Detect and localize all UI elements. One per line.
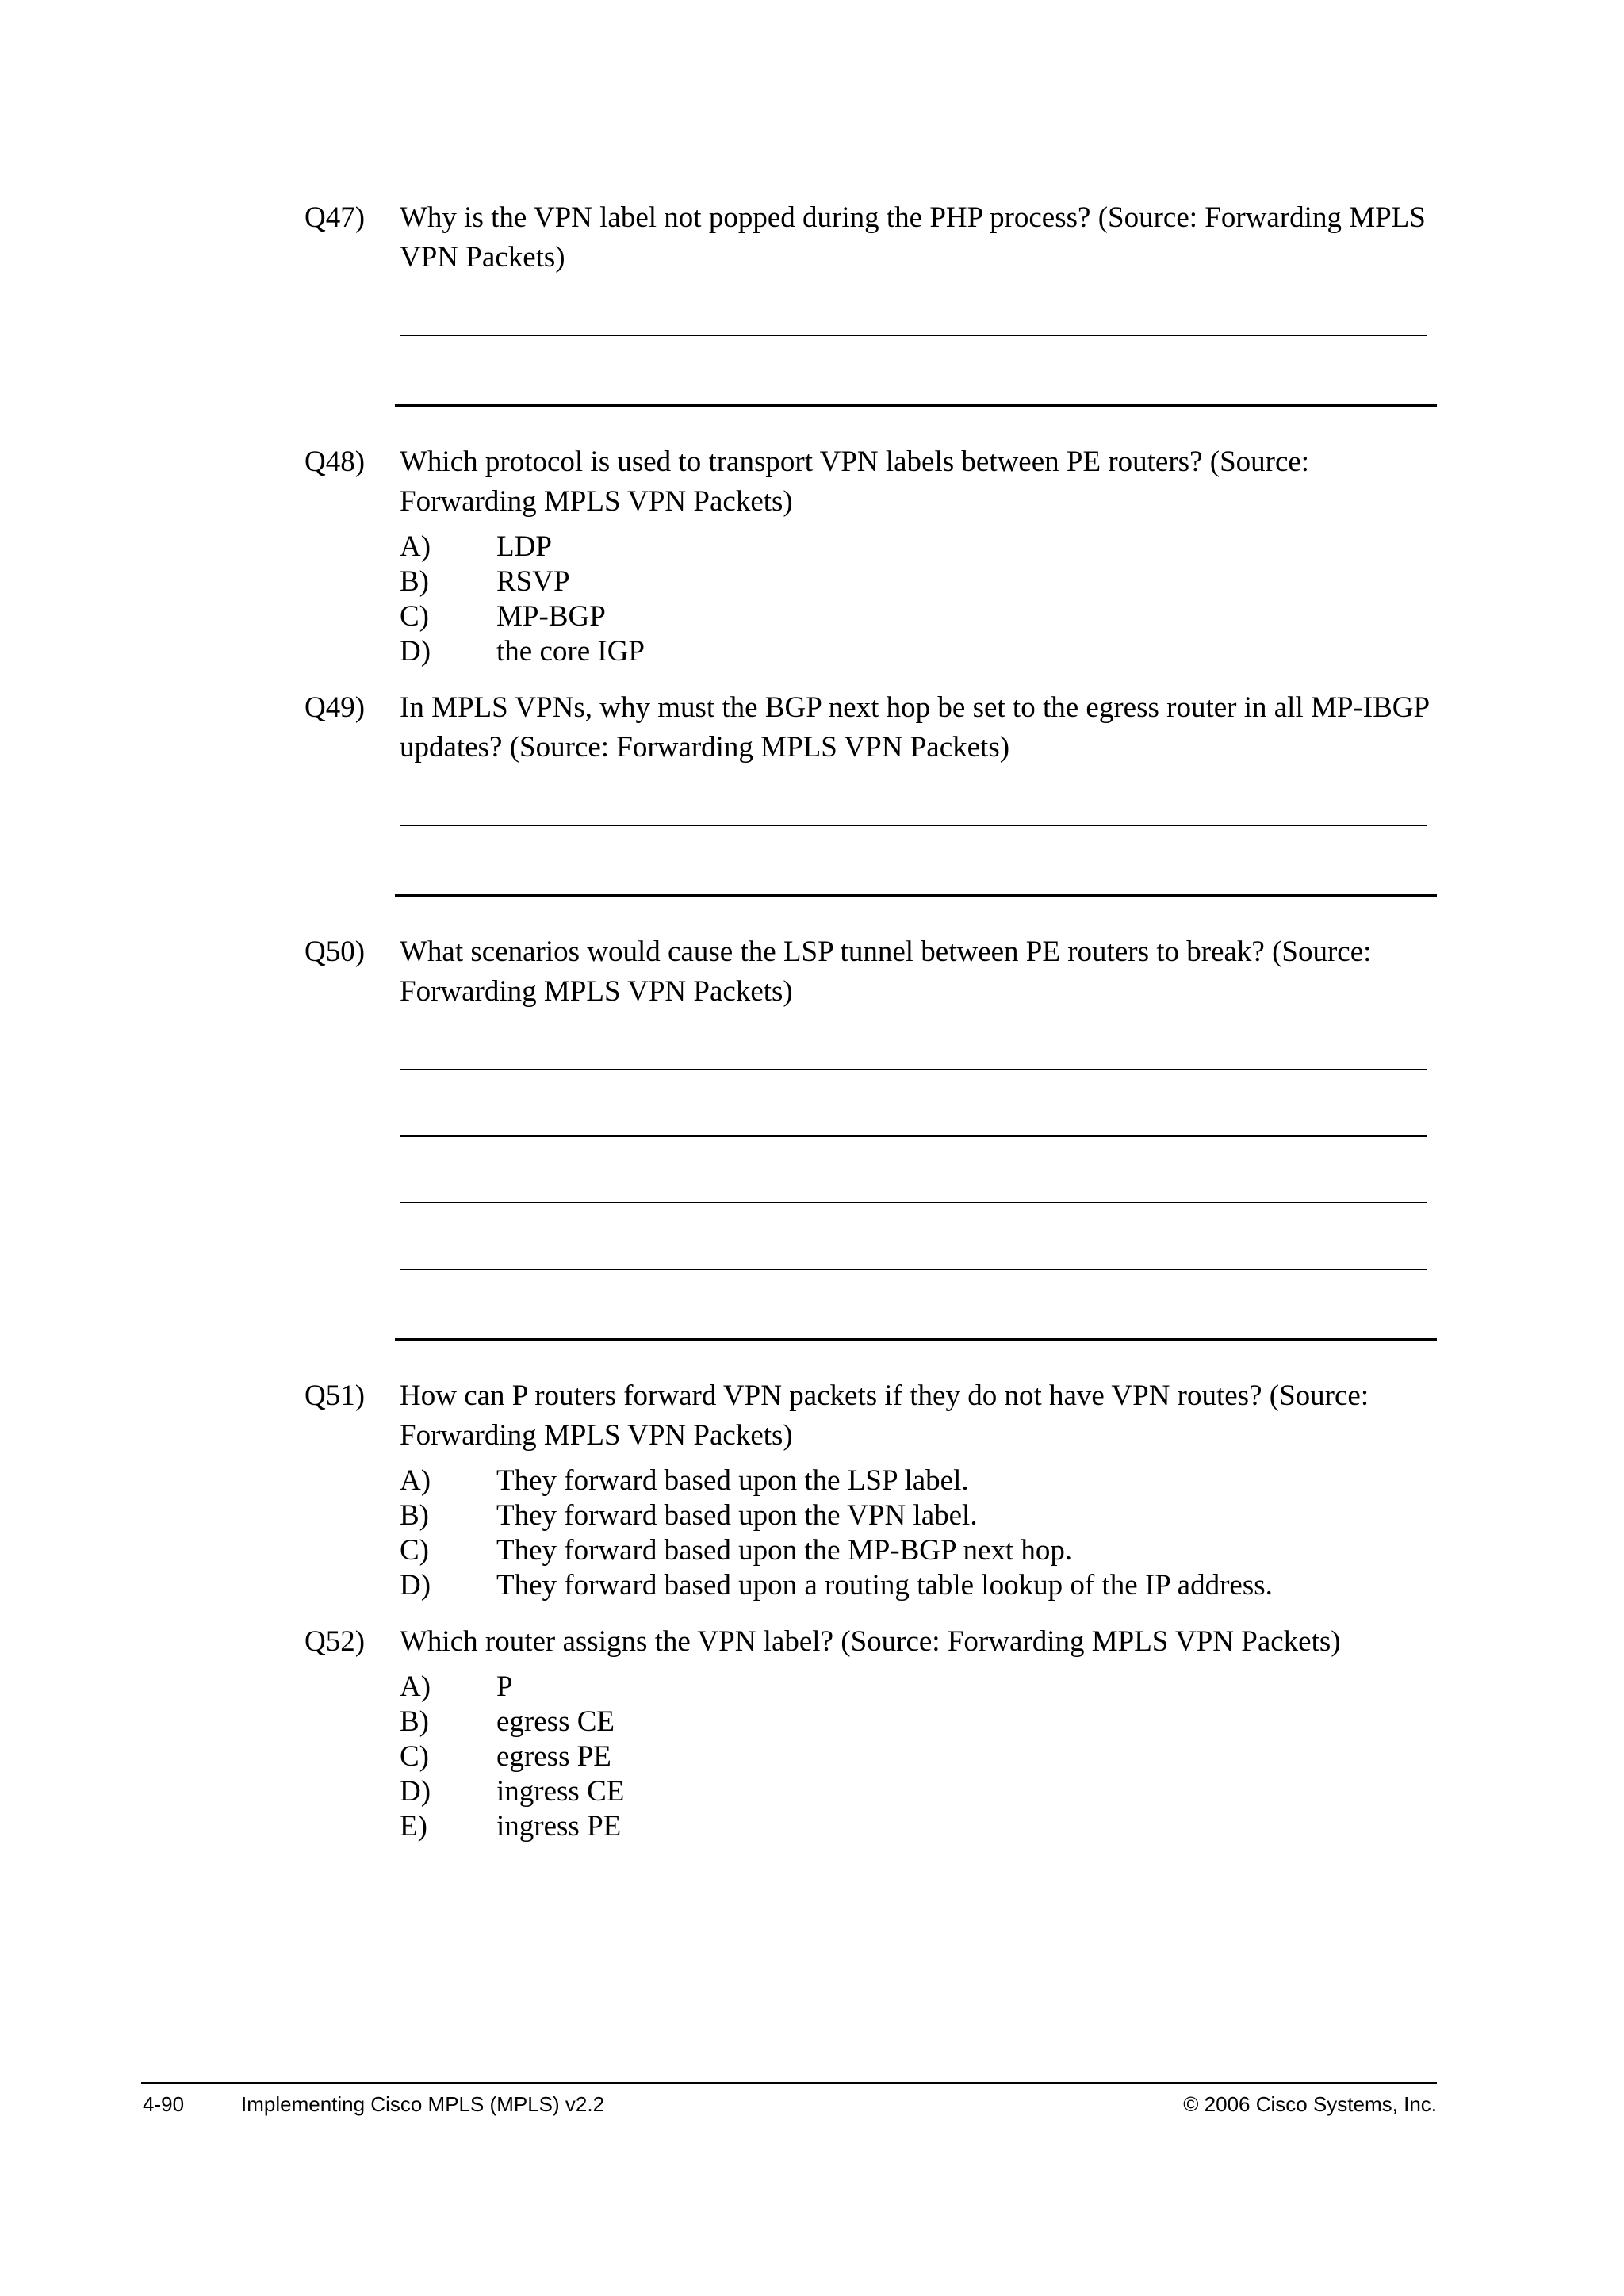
option-text: RSVP	[496, 565, 570, 598]
option-text: egress CE	[496, 1705, 615, 1738]
question-text: How can P routers forward VPN packets if they do not have VPN routes? (Source: Forwarding MPLS VPN Packets)	[400, 1380, 1369, 1452]
option-letter: B)	[400, 1705, 429, 1738]
option-letter: D)	[400, 1775, 431, 1808]
option-letter: A)	[400, 1464, 431, 1497]
question-text: Which router assigns the VPN label? (Source: Forwarding MPLS VPN Packets)	[400, 1625, 1341, 1658]
option-letter: C)	[400, 600, 429, 633]
answer-line-end[interactable]	[395, 404, 1437, 407]
option-text: They forward based upon a routing table lookup of the IP address.	[496, 1569, 1273, 1601]
footer-rule	[141, 2082, 1437, 2084]
option-text: They forward based upon the VPN label.	[496, 1499, 978, 1532]
option-text: P	[496, 1670, 513, 1703]
option-text: LDP	[496, 530, 552, 563]
answer-line[interactable]	[400, 1135, 1427, 1137]
footer-copyright: © 2006 Cisco Systems, Inc.	[1183, 2092, 1437, 2116]
option-text: MP-BGP	[496, 600, 606, 633]
option-letter: C)	[400, 1534, 429, 1567]
question-text: What scenarios would cause the LSP tunnel between PE routers to break? (Source: Forwarding MPLS VPN Packets)	[400, 936, 1372, 1008]
option-letter: D)	[400, 635, 431, 668]
option-text: the core IGP	[496, 635, 645, 668]
option-letter: C)	[400, 1740, 429, 1773]
option-letter: B)	[400, 565, 429, 598]
question-text: Which protocol is used to transport VPN labels between PE routers? (Source: Forwarding MPLS VPN Packets)	[400, 446, 1310, 518]
answer-line-end[interactable]	[395, 1338, 1437, 1341]
question-number: Q47)	[304, 201, 366, 234]
question-number: Q50)	[304, 936, 366, 968]
answer-line[interactable]	[400, 1202, 1427, 1203]
option-letter: E)	[400, 1810, 427, 1843]
question-number: Q49)	[304, 691, 366, 724]
option-letter: D)	[400, 1569, 431, 1601]
option-letter: A)	[400, 1670, 431, 1703]
option-text: egress PE	[496, 1740, 611, 1773]
question-text: Why is the VPN label not popped during the PHP process? (Source: Forwarding MPLS VPN Packets)	[400, 201, 1426, 274]
question-number: Q52)	[304, 1625, 366, 1658]
option-letter: A)	[400, 530, 431, 563]
option-text: They forward based upon the LSP label.	[496, 1464, 969, 1497]
question-number: Q51)	[304, 1380, 366, 1412]
answer-line-end[interactable]	[395, 894, 1437, 897]
option-text: They forward based upon the MP-BGP next hop.	[496, 1534, 1073, 1567]
footer-page-number: 4-90	[143, 2092, 185, 2116]
option-text: ingress CE	[496, 1775, 625, 1808]
answer-line[interactable]	[400, 335, 1427, 336]
option-text: ingress PE	[496, 1810, 622, 1843]
question-number: Q48)	[304, 446, 366, 478]
answer-line[interactable]	[400, 825, 1427, 826]
answer-line[interactable]	[400, 1269, 1427, 1270]
footer-course-title: Implementing Cisco MPLS (MPLS) v2.2	[241, 2092, 605, 2116]
answer-line[interactable]	[400, 1069, 1427, 1070]
question-text: In MPLS VPNs, why must the BGP next hop be set to the egress router in all MP-IBGP updates? (Source: Forwarding MPLS VPN Packets)	[400, 691, 1429, 763]
option-letter: B)	[400, 1499, 429, 1532]
